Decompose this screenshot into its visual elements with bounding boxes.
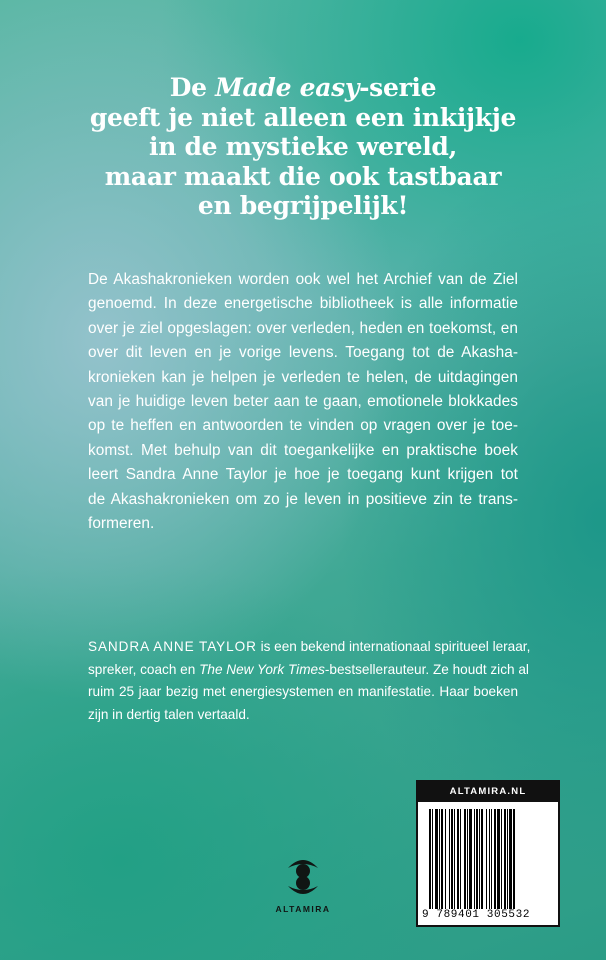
description-line: formeren. bbox=[88, 515, 155, 533]
description-line: genoemd. In deze energetische bibliotheek is alle informatie bbox=[88, 295, 518, 313]
altamira-eye-icon bbox=[286, 856, 320, 896]
tagline-line-5: en begrijpelijk! bbox=[197, 191, 409, 220]
series-name: Made easy bbox=[215, 73, 360, 102]
tagline-line-4: maar maakt die ook tastbaar bbox=[104, 161, 502, 191]
barcode-bars bbox=[429, 809, 551, 909]
barcode bbox=[416, 780, 560, 927]
tagline-line-2: geeft je niet alleen een inkijkje bbox=[89, 102, 517, 132]
author-bio-line-1: SANDRA ANNE TAYLOR is een bekend internationaal spiritueel leraar, bbox=[88, 639, 531, 654]
book-description bbox=[88, 268, 518, 536]
author-bio-line-2: spreker, coach en The New York Times-bestsellerauteur. Ze houdt zich al bbox=[88, 661, 529, 677]
tagline-line-1: De Made easy-serie bbox=[169, 73, 437, 102]
series-tagline bbox=[60, 73, 546, 221]
newspaper-title: The New York Times bbox=[199, 661, 325, 677]
author-bio bbox=[88, 636, 531, 727]
description-line: leert Sandra Anne Taylor je hoe je toegang kunt krijgen tot bbox=[88, 466, 518, 484]
description-line: komst. Met behulp van dit toegankelijke en praktische boek bbox=[88, 441, 518, 459]
description-line: de Akashakronieken om zo je leven in positieve zin te trans- bbox=[88, 490, 518, 508]
publisher-logo bbox=[270, 856, 336, 914]
description-line: van je huidige leven beter aan te gaan, emotionele blokkades bbox=[88, 393, 518, 411]
description-line: De Akashakronieken worden ook wel het Archief van de Ziel bbox=[88, 271, 518, 288]
author-name: SANDRA ANNE TAYLOR bbox=[88, 639, 257, 654]
tagline-line-3: in de mystieke wereld, bbox=[149, 132, 457, 161]
author-bio-line-4: zijn in dertig talen vertaald. bbox=[88, 707, 250, 723]
description-line: op te heffen en antwoorden te vinden op vragen over je toe- bbox=[88, 417, 518, 435]
author-bio-line-3: ruim 25 jaar bezig met energiesystemen en manifestatie. Haar boeken bbox=[88, 684, 518, 700]
description-line: over je ziel opgeslagen: over verleden, heden en toekomst, en bbox=[88, 319, 518, 337]
publisher-website: ALTAMIRA.NL bbox=[418, 782, 558, 802]
publisher-name: ALTAMIRA bbox=[275, 904, 331, 914]
description-line: kronieken kan je helpen je verleden te helen, de uitdagingen bbox=[88, 368, 518, 386]
isbn-number: 9 789401 305532 bbox=[422, 909, 554, 921]
description-line: over dit leven en je vorige levens. Toegang tot de Akasha- bbox=[88, 344, 518, 362]
